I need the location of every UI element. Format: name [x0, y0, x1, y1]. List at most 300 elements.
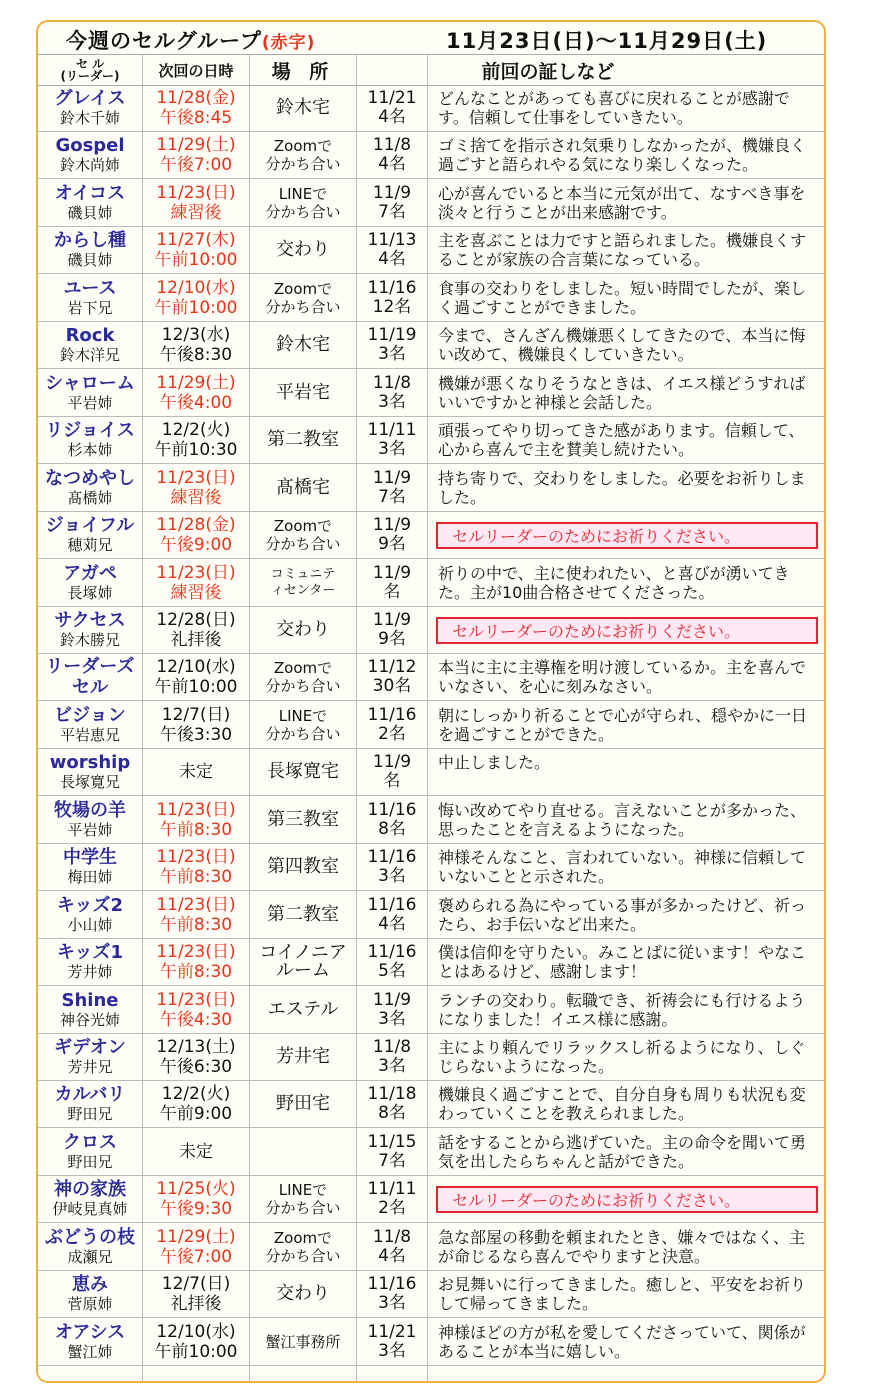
cell-name-cell	[38, 987, 142, 1033]
testimony-text: ゴミ捨てを指示され気乗りしなかったが、機嫌良く過ごすと語られやる気になり楽しくなった。	[438, 136, 807, 175]
next-date: 11/23(日)	[156, 942, 236, 963]
place-cell	[250, 417, 356, 463]
next-date: 11/29(土)	[156, 135, 236, 156]
attendance-count: 12名	[372, 296, 412, 317]
cell-name-cell	[38, 227, 142, 273]
cell-name-cell	[38, 749, 142, 795]
cell-name-cell	[38, 702, 142, 748]
attendance-count: 名	[383, 581, 401, 602]
cell-leader: 鈴木勝兄	[59, 630, 120, 649]
place-cell	[250, 939, 356, 985]
next-meeting-cell	[143, 132, 249, 178]
place-line-1: コイノニア	[259, 942, 347, 964]
previous-meeting-cell	[357, 844, 427, 890]
table-row	[38, 227, 824, 274]
place-line-1: コミュニテ	[270, 566, 336, 582]
column-header-prev	[357, 55, 427, 85]
next-meeting-cell	[143, 607, 249, 653]
testimony-text: 褒められる為にやっている事が多かったけど、祈ったら、お手伝いなど出来た。	[438, 895, 807, 934]
attendance-count: 7名	[378, 201, 406, 222]
cell-group-name: リーダーズ	[45, 656, 135, 678]
cell-leader: 梅田姉	[67, 868, 113, 887]
next-date: 11/23(日)	[156, 562, 236, 583]
cell-group-name: カルバリ	[54, 1084, 126, 1106]
cell-name-cell	[38, 797, 142, 843]
attendance-count: 7名	[378, 486, 406, 507]
cell-group-name: 恵み	[72, 1274, 108, 1296]
place-line-1: 第四教室	[267, 856, 339, 878]
place-line-1: Zoomで	[273, 659, 333, 678]
cell-leader: 鈴木洋兄	[59, 346, 120, 365]
next-date: 11/27(木)	[156, 230, 236, 251]
place-cell	[250, 322, 356, 368]
next-meeting-cell	[143, 1224, 249, 1270]
table-row	[38, 560, 824, 607]
attendance-count: 名	[383, 771, 401, 792]
attendance-count: 3名	[378, 1008, 406, 1029]
testimony-text: 今まで、さんざん機嫌悪くしてきたので、本当に悔い改めて、機嫌良くしていきたい。	[438, 326, 806, 365]
attendance-count: 3名	[378, 1056, 406, 1076]
place-line-2: 分かち合い	[265, 202, 341, 221]
next-meeting-cell	[143, 1271, 249, 1317]
cell-leader: 芳井姉	[67, 963, 113, 982]
next-date: 11/28(金)	[156, 88, 236, 108]
cell-name-cell	[38, 1319, 142, 1365]
next-time: 練習後	[170, 202, 222, 223]
place-line-2: 分かち合い	[265, 297, 341, 316]
previous-date: 11/9	[372, 467, 412, 488]
attendance-count: 4名	[378, 249, 406, 270]
next-date: 11/23(日)	[156, 799, 236, 820]
testimony-cell	[428, 749, 824, 795]
previous-meeting-cell	[357, 417, 427, 463]
attendance-count: 4名	[378, 107, 406, 127]
cell-group-name: worship	[49, 752, 131, 774]
previous-date: 11/9	[372, 182, 412, 203]
previous-meeting-cell	[357, 465, 427, 511]
attendance-count: 8名	[378, 818, 406, 839]
table-row	[38, 749, 824, 796]
next-time: 午後4:00	[159, 392, 233, 413]
testimony-cell	[428, 1176, 824, 1222]
testimony-text: 主により頼んでリラックスし祈るようになり、しぐじらないようになった。	[438, 1038, 806, 1076]
cell-leader: 蟹江姉	[67, 1342, 113, 1361]
table-row	[38, 275, 824, 322]
previous-date: 11/8	[372, 1226, 412, 1247]
attendance-count: 9名	[378, 628, 406, 649]
place-line-1: 芳井宅	[276, 1046, 330, 1067]
place-cell	[250, 1081, 356, 1127]
cell-group-name: オアシス	[54, 1321, 126, 1343]
place-line-1: LINEで	[278, 184, 328, 203]
next-time: 午後9:00	[159, 535, 233, 556]
place-line-1: 第三教室	[267, 808, 339, 830]
cell-group-name: リジョイス	[45, 420, 135, 442]
previous-date: 11/21	[367, 88, 417, 108]
place-cell	[250, 1176, 356, 1222]
previous-meeting-cell	[357, 1271, 427, 1317]
place-line-1: Zoomで	[273, 137, 333, 156]
next-time: 午後7:00	[159, 1246, 233, 1267]
next-meeting-cell	[143, 892, 249, 938]
cell-leader: 成瀬兄	[67, 1247, 113, 1266]
cell-group-name: Rock	[65, 325, 115, 347]
next-meeting-cell	[143, 797, 249, 843]
table-row	[38, 180, 824, 227]
testimony-cell	[428, 654, 824, 700]
cell-group-name: 牧場の羊	[54, 799, 126, 821]
previous-date: 11/18	[367, 1084, 417, 1105]
cell-group-name: ユース	[63, 277, 117, 299]
attendance-count: 30名	[372, 676, 412, 697]
testimony-cell	[428, 322, 824, 368]
place-cell	[250, 370, 356, 416]
next-time: 午後9:30	[159, 1199, 233, 1220]
cell-leader: 野田兄	[67, 1105, 113, 1124]
table-row	[38, 1176, 824, 1223]
next-meeting-cell	[143, 1081, 249, 1127]
next-time: 礼拝後	[170, 629, 222, 650]
next-time: 午前10:00	[154, 297, 238, 318]
testimony-cell	[428, 275, 824, 321]
next-date: 12/28(日)	[156, 609, 236, 630]
place-cell	[250, 987, 356, 1033]
attendance-count: 5名	[378, 961, 406, 982]
next-time: 午後6:30	[159, 1057, 233, 1077]
previous-date: 11/8	[372, 1037, 412, 1057]
cell-group-name: クロス	[63, 1131, 117, 1153]
next-date: 12/2(火)	[161, 1084, 231, 1105]
testimony-cell	[428, 227, 824, 273]
place-cell	[250, 465, 356, 511]
attendance-count: 3名	[378, 1293, 406, 1314]
cell-leader: 芳井兄	[67, 1058, 113, 1076]
next-meeting-cell	[143, 227, 249, 273]
next-date: 未定	[179, 762, 213, 783]
next-time: 午前10:00	[154, 250, 238, 271]
testimony-text: 朝にしっかり祈ることで心が守られ、穏やかに一日を過ごすことができた。	[438, 705, 807, 744]
next-date: 11/25(火)	[156, 1179, 236, 1200]
previous-meeting-cell	[357, 1129, 427, 1175]
column-header-note: 前回の証しなど	[481, 60, 615, 83]
next-meeting-cell	[143, 85, 249, 131]
attendance-count: 3名	[378, 1340, 406, 1361]
previous-date: 11/16	[367, 894, 417, 915]
next-date: 11/23(日)	[156, 182, 236, 203]
next-date: 11/29(土)	[156, 372, 236, 393]
place-cell	[250, 844, 356, 890]
place-line-2: 分かち合い	[265, 1246, 341, 1265]
place-line-2: 分かち合い	[265, 155, 341, 174]
attendance-count: 9名	[378, 534, 406, 555]
date-range: 11月23日(日)〜11月29日(土)	[446, 29, 768, 53]
previous-date: 11/16	[367, 847, 417, 868]
table-row	[38, 417, 824, 464]
testimony-text: 話をすることから逃げていた。主の命令を聞いて勇気を出したらちゃんと話ができた。	[438, 1132, 807, 1171]
table-row	[38, 939, 824, 986]
cell-leader: 磯貝姉	[67, 203, 113, 222]
cell-name-cell	[38, 844, 142, 890]
table-row	[38, 1224, 824, 1271]
next-date: 12/2(火)	[161, 420, 231, 441]
place-line-1: Zoomで	[273, 517, 333, 536]
next-meeting-cell	[143, 1319, 249, 1365]
next-date: 12/7(日)	[161, 704, 231, 725]
previous-date: 11/21	[367, 1321, 417, 1342]
next-date: 12/10(水)	[156, 277, 236, 298]
cell-leader: 杉本姉	[67, 441, 113, 460]
table-row	[38, 132, 824, 179]
testimony-cell	[428, 892, 824, 938]
place-line-1: 長塚寛宅	[267, 761, 339, 783]
testimony-cell	[428, 465, 824, 511]
place-line-1: LINEで	[278, 706, 328, 725]
place-cell	[250, 85, 356, 131]
place-cell	[250, 180, 356, 226]
cell-leader: 神谷光姉	[59, 1010, 120, 1029]
next-meeting-cell	[143, 275, 249, 321]
cell-group-schedule-card	[36, 20, 826, 1383]
attendance-count: 2名	[378, 723, 406, 744]
cell-name-cell	[38, 1176, 142, 1222]
next-time: 練習後	[170, 582, 222, 603]
previous-date: 11/15	[367, 1131, 417, 1152]
cell-leader: 鈴木千姉	[59, 109, 120, 127]
testimony-cell	[428, 1319, 824, 1365]
cell-name-cell	[38, 1129, 142, 1175]
cell-group-name: ぶどうの枝	[45, 1226, 135, 1248]
previous-meeting-cell	[357, 1034, 427, 1080]
cell-group-name: キッズ1	[56, 942, 124, 964]
previous-date: 11/8	[372, 372, 412, 393]
next-date: 11/23(日)	[156, 989, 236, 1010]
place-line-1: 交わり	[276, 1283, 330, 1305]
previous-meeting-cell	[357, 987, 427, 1033]
attendance-count: 3名	[378, 344, 406, 365]
testimony-text: 中止しました。	[438, 753, 551, 773]
cell-leader: 穂苅兄	[67, 536, 113, 555]
next-meeting-cell	[143, 749, 249, 795]
testimony-cell	[428, 1224, 824, 1270]
previous-meeting-cell	[357, 132, 427, 178]
next-time: 午前10:30	[154, 440, 238, 461]
place-line-1: 鈴木宅	[276, 334, 330, 356]
place-cell	[250, 797, 356, 843]
attendance-count: 3名	[378, 439, 406, 460]
attendance-count: 3名	[378, 391, 406, 412]
prayer-request-box: セルリーダーのためにお祈りください。	[436, 522, 818, 549]
table-row	[38, 465, 824, 512]
cell-group-name: ジョイフル	[45, 515, 135, 537]
testimony-cell	[428, 797, 824, 843]
table-row	[38, 987, 824, 1034]
place-cell	[250, 1034, 356, 1080]
prayer-request-box: セルリーダーのためにお祈りください。	[436, 617, 818, 644]
cell-group-name: サクセス	[54, 609, 126, 631]
next-meeting-cell	[143, 370, 249, 416]
testimony-text: 頑張ってやり切ってきた感があります。信頼して、心から喜んで主を賛美し続けたい。	[438, 421, 805, 460]
cell-name-cell	[38, 1034, 142, 1080]
cell-name-cell	[38, 370, 142, 416]
place-cell	[250, 1129, 356, 1175]
cell-group-name: Gospel	[55, 135, 125, 157]
column-header-cell: セ ル (リーダー)	[60, 57, 120, 83]
table-row	[38, 322, 824, 369]
cell-leader: セル	[72, 677, 108, 699]
previous-date: 11/16	[367, 942, 417, 963]
previous-date: 11/16	[367, 704, 417, 725]
previous-meeting-cell	[357, 85, 427, 131]
previous-date: 11/11	[367, 420, 417, 441]
prayer-request-box: セルリーダーのためにお祈りください。	[436, 1186, 818, 1213]
attendance-count: 4名	[378, 1245, 406, 1266]
cell-leader: 磯貝姉	[67, 251, 113, 270]
previous-date: 11/9	[372, 515, 412, 536]
attendance-count: 7名	[378, 1150, 406, 1171]
column-header-next: 次回の日時	[158, 61, 234, 80]
table-row	[38, 607, 824, 654]
cell-group-name: 中学生	[63, 847, 117, 869]
next-time: 午前8:30	[159, 867, 233, 888]
place-line-1: 交わり	[276, 239, 330, 261]
testimony-cell	[428, 132, 824, 178]
next-date: 未定	[179, 1141, 213, 1162]
previous-meeting-cell	[357, 1176, 427, 1222]
table-row	[38, 370, 824, 417]
testimony-cell	[428, 417, 824, 463]
place-cell	[250, 702, 356, 748]
cell-leader: 伊岐見真姉	[52, 1200, 128, 1219]
cell-leader: 髙橋姉	[67, 488, 113, 507]
place-cell	[250, 275, 356, 321]
testimony-text: 機嫌良く過ごすことで、自分自身も周りも状況も変わっていくことを教えられました。	[438, 1085, 806, 1124]
testimony-cell	[428, 1271, 824, 1317]
table-row	[38, 1081, 824, 1128]
attendance-count: 3名	[378, 866, 406, 887]
testimony-text: どんなことがあっても喜びに戻れることが感謝です。信頼して仕事をしていきたい。	[438, 89, 790, 127]
next-meeting-cell	[143, 1034, 249, 1080]
cell-leader: 平岩姉	[67, 820, 113, 839]
previous-date: 11/8	[372, 135, 412, 156]
next-time: 礼拝後	[170, 1294, 222, 1315]
next-meeting-cell	[143, 939, 249, 985]
cell-name-cell	[38, 85, 142, 131]
place-line-1: エステル	[267, 998, 339, 1020]
table-row	[38, 1034, 824, 1081]
testimony-text: 神様ほどの方が私を愛してくださっていて、関係があることが本当に嬉しい。	[438, 1322, 806, 1361]
previous-meeting-cell	[357, 322, 427, 368]
next-time: 午前10:00	[154, 1341, 238, 1362]
next-time: 午後3:30	[159, 724, 233, 745]
cell-group-name: ギデオン	[54, 1037, 126, 1058]
place-line-2: 分かち合い	[265, 1199, 341, 1218]
cell-group-name: ビジョン	[54, 704, 126, 726]
place-line-1: 第二教室	[267, 429, 339, 451]
cell-group-name: キッズ2	[56, 894, 124, 916]
previous-meeting-cell	[357, 180, 427, 226]
next-meeting-cell	[143, 465, 249, 511]
next-date: 11/23(日)	[156, 847, 236, 868]
table-row	[38, 844, 824, 891]
place-cell	[250, 892, 356, 938]
cell-group-name: Shine	[61, 989, 119, 1011]
cell-name-cell	[38, 1224, 142, 1270]
testimony-text: 機嫌が悪くなりそうなときは、イエス様どうすればいいですかと神様と会話した。	[438, 373, 806, 412]
cell-group-name: からし種	[54, 230, 126, 252]
testimony-text: 本当に主に主導権を明け渡しているか。主を喜んでいなさい、を心に刻みなさい。	[438, 658, 807, 697]
next-meeting-cell	[143, 1176, 249, 1222]
next-meeting-cell	[143, 322, 249, 368]
table-row	[38, 892, 824, 939]
next-date: 12/13(土)	[156, 1037, 236, 1057]
cell-leader: 長塚姉	[67, 583, 113, 602]
testimony-cell	[428, 85, 824, 131]
next-time: 午前8:30	[159, 914, 233, 935]
place-line-2: ルーム	[276, 960, 330, 982]
next-date: 11/23(日)	[156, 894, 236, 915]
cell-group-name: なつめやし	[45, 467, 135, 489]
cell-leader: 野田兄	[67, 1152, 113, 1171]
place-line-1: 髙橋宅	[276, 476, 330, 498]
table-row	[38, 654, 824, 701]
place-line-2: 分かち合い	[265, 535, 341, 554]
cell-leader: 鈴木尚姉	[59, 156, 120, 175]
next-meeting-cell	[143, 512, 249, 558]
place-line-1: 第二教室	[267, 903, 339, 925]
place-cell	[250, 132, 356, 178]
testimony-cell	[428, 844, 824, 890]
next-date: 11/28(金)	[156, 515, 236, 536]
cell-name-cell	[38, 417, 142, 463]
cell-group-name: シャローム	[45, 372, 135, 394]
next-meeting-cell	[143, 417, 249, 463]
testimony-cell	[428, 370, 824, 416]
cell-group-name: アガペ	[63, 562, 117, 584]
place-cell	[250, 1271, 356, 1317]
cell-name-cell	[38, 1081, 142, 1127]
previous-meeting-cell	[357, 939, 427, 985]
testimony-text: 悔い改めてやり直せる。言えないことが多かった、思ったことを言えるようになった。	[438, 800, 807, 839]
place-line-1: 野田宅	[276, 1093, 330, 1115]
previous-date: 11/19	[367, 325, 417, 346]
next-meeting-cell	[143, 1129, 249, 1175]
testimony-cell	[428, 1129, 824, 1175]
place-cell	[250, 1224, 356, 1270]
cell-leader: 岩下兄	[67, 298, 113, 317]
previous-meeting-cell	[357, 749, 427, 795]
previous-date: 11/16	[367, 277, 417, 298]
red-note: (赤字)	[261, 33, 316, 53]
place-cell	[250, 560, 356, 606]
testimony-text: 急な部屋の移動を頼まれたとき、嫌々ではなく、主が命じるなら喜んでやりますと決意。	[438, 1227, 806, 1266]
cell-name-cell	[38, 322, 142, 368]
previous-meeting-cell	[357, 370, 427, 416]
cell-leader: 小山姉	[67, 915, 113, 934]
cell-name-cell	[38, 180, 142, 226]
next-meeting-cell	[143, 654, 249, 700]
previous-meeting-cell	[357, 227, 427, 273]
testimony-text: 食事の交わりをしました。短い時間でしたが、楽しく過ごすことができました。	[438, 278, 807, 317]
previous-meeting-cell	[357, 560, 427, 606]
cell-group-name: グレイス	[54, 88, 126, 109]
testimony-cell	[428, 512, 824, 558]
testimony-cell	[428, 987, 824, 1033]
table-row	[38, 85, 824, 132]
testimony-cell	[428, 607, 824, 653]
place-line-2: 分かち合い	[265, 724, 341, 743]
next-meeting-cell	[143, 560, 249, 606]
cell-name-cell	[38, 654, 142, 700]
